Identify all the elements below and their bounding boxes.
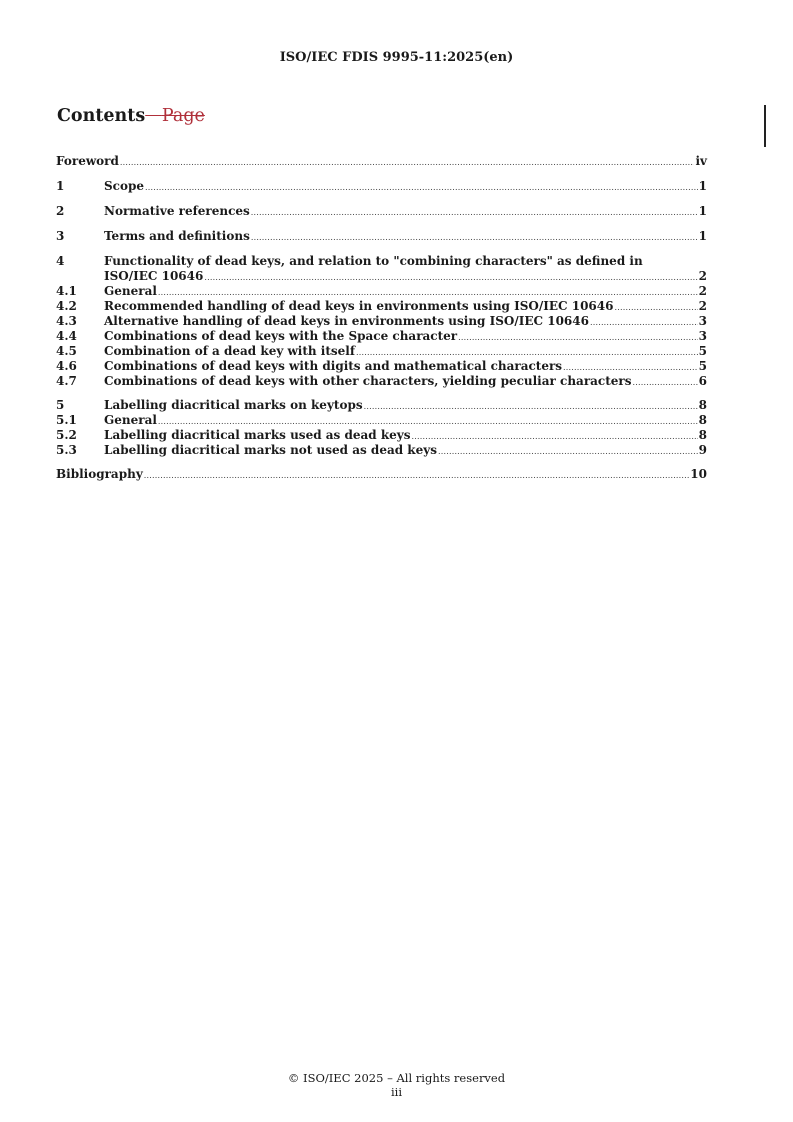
toc-entry-page: 8 bbox=[698, 428, 707, 442]
toc-entry[interactable] bbox=[56, 229, 707, 244]
toc-entry[interactable] bbox=[56, 314, 707, 329]
toc-entry[interactable] bbox=[56, 179, 707, 194]
toc-entry-title: Normative references bbox=[104, 204, 250, 218]
dot-leader bbox=[158, 285, 698, 300]
toc-entry-page: 2 bbox=[698, 284, 707, 298]
toc-entry-title: General bbox=[104, 413, 157, 427]
change-bar bbox=[764, 105, 766, 147]
toc-entry-page: 5 bbox=[698, 344, 707, 358]
toc-entry-title: Combinations of dead keys with other characters, yielding peculiar characters bbox=[104, 374, 632, 388]
toc-entry-title: Scope bbox=[104, 179, 145, 193]
toc-entry-number: 2 bbox=[56, 204, 65, 218]
toc-entry-number: 5.2 bbox=[56, 428, 77, 442]
dot-leader bbox=[120, 155, 695, 170]
toc-entry[interactable] bbox=[56, 154, 707, 169]
toc-entry-number: 4 bbox=[56, 254, 65, 268]
dot-leader bbox=[158, 414, 698, 429]
dot-leader bbox=[251, 230, 698, 245]
toc-entry-page: 9 bbox=[698, 443, 707, 457]
toc-entry-title: Foreword bbox=[56, 154, 119, 168]
toc-entry-title: Labelling diacritical marks on keytops bbox=[104, 398, 363, 412]
toc-entry-title: Combination of a dead key with itself bbox=[104, 344, 356, 358]
toc-entry-number: 3 bbox=[56, 229, 65, 243]
toc-entry-title: Bibliography bbox=[56, 467, 143, 481]
contents-title: Contents bbox=[57, 106, 146, 126]
toc-entry[interactable] bbox=[56, 284, 707, 299]
toc-entry-title: Combinations of dead keys with the Space character bbox=[104, 329, 458, 343]
contents-heading bbox=[57, 106, 205, 126]
toc-entry-page: 6 bbox=[698, 374, 707, 388]
dot-leader bbox=[144, 468, 690, 483]
toc-entry[interactable] bbox=[56, 204, 707, 219]
dot-leader bbox=[458, 330, 698, 345]
dot-leader bbox=[412, 429, 698, 444]
toc-entry-page: 1 bbox=[698, 179, 707, 193]
toc-entry-page: 1 bbox=[698, 204, 707, 218]
dot-leader bbox=[438, 444, 698, 459]
dot-leader bbox=[632, 375, 697, 390]
toc-entry[interactable] bbox=[56, 428, 707, 443]
toc-entry-page: 8 bbox=[698, 413, 707, 427]
toc-entry-page: 2 bbox=[698, 299, 707, 313]
toc-entry-page: 8 bbox=[698, 398, 707, 412]
dot-leader bbox=[590, 315, 698, 330]
dot-leader bbox=[145, 180, 698, 195]
toc-entry-number: 4.5 bbox=[56, 344, 77, 358]
document-header: ISO/IEC FDIS 9995-11:2025(en) bbox=[279, 50, 514, 65]
toc-entry[interactable] bbox=[56, 413, 707, 428]
dot-leader bbox=[356, 345, 698, 360]
toc-entry-page: 5 bbox=[698, 359, 707, 373]
toc-entry-title: Terms and definitions bbox=[104, 229, 250, 243]
dot-leader bbox=[563, 360, 698, 375]
table-of-contents bbox=[56, 148, 707, 482]
page-footer bbox=[0, 1071, 793, 1099]
toc-entry-number: 4.2 bbox=[56, 299, 77, 313]
toc-entry[interactable] bbox=[56, 467, 707, 482]
toc-entry-page: 1 bbox=[698, 229, 707, 243]
dot-leader bbox=[614, 300, 697, 315]
toc-entry-number: 4.7 bbox=[56, 374, 77, 388]
toc-entry[interactable] bbox=[56, 344, 707, 359]
toc-entry[interactable] bbox=[56, 398, 707, 413]
toc-entry-title: Combinations of dead keys with digits and mathematical characters bbox=[104, 359, 563, 373]
page-column-label: Page bbox=[161, 106, 205, 126]
toc-entry-title: Labelling diacritical marks not used as dead keys bbox=[104, 443, 437, 457]
toc-entry-number: 4.3 bbox=[56, 314, 77, 328]
toc-entry[interactable] bbox=[56, 329, 707, 344]
toc-entry[interactable] bbox=[56, 359, 707, 374]
toc-entry-number: 4.1 bbox=[56, 284, 77, 298]
toc-entry-page: 3 bbox=[698, 314, 707, 328]
copyright-notice: © ISO/IEC 2025 – All rights reserved bbox=[287, 1071, 506, 1085]
toc-entry-number: 4.4 bbox=[56, 329, 77, 343]
toc-entry-title: Recommended handling of dead keys in environments using ISO/IEC 10646 bbox=[104, 299, 614, 313]
toc-entry-number: 4.6 bbox=[56, 359, 77, 373]
toc-entry-title: General bbox=[104, 284, 157, 298]
toc-entry-title: Functionality of dead keys, and relation to "combining characters" as defined in bbox=[104, 254, 643, 268]
toc-entry-page: 10 bbox=[690, 467, 707, 481]
toc-entry-page: 3 bbox=[698, 329, 707, 343]
toc-entry-number: 5 bbox=[56, 398, 65, 412]
toc-entry-number: 5.1 bbox=[56, 413, 77, 427]
toc-entry-number: 1 bbox=[56, 179, 65, 193]
toc-entry-title: Alternative handling of dead keys in environments using ISO/IEC 10646 bbox=[104, 314, 589, 328]
dot-leader bbox=[204, 270, 697, 285]
dot-leader bbox=[251, 205, 698, 220]
toc-entry-title-continued: ISO/IEC 10646 bbox=[104, 269, 204, 283]
toc-entry-page: 2 bbox=[698, 269, 707, 283]
toc-entry[interactable] bbox=[56, 443, 707, 458]
toc-entry-page: iv bbox=[695, 154, 707, 168]
page-number: iii bbox=[390, 1085, 403, 1099]
toc-entry-number: 5.3 bbox=[56, 443, 77, 457]
toc-entry-title: Labelling diacritical marks used as dead keys bbox=[104, 428, 411, 442]
toc-entry[interactable] bbox=[56, 254, 707, 284]
toc-entry[interactable] bbox=[56, 299, 707, 314]
toc-entry[interactable] bbox=[56, 374, 707, 389]
dot-leader bbox=[364, 399, 698, 414]
